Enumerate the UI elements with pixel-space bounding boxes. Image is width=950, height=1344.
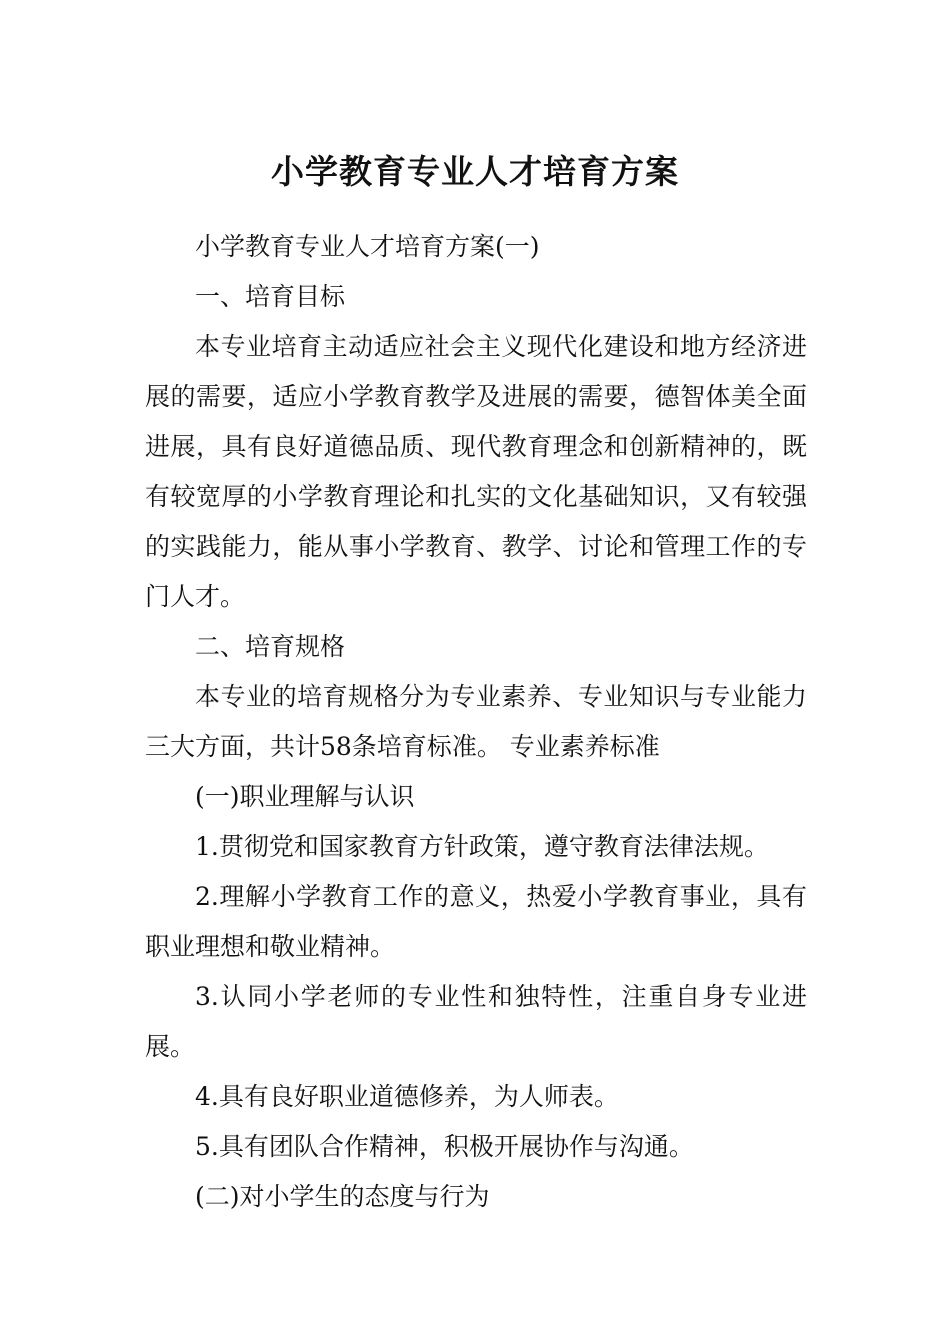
section-heading-goal: 一、培育目标 — [195, 282, 346, 311]
paragraph-subtitle: 小学教育专业人才培育方案(一) — [195, 232, 540, 261]
paragraph-spec: 本专业的培育规格分为专业素养、专业知识与专业能力三大方面，共计58条培育标准。 专业素养标准 — [145, 682, 807, 761]
list-item-3: 3.认同小学老师的专业性和独特性，注重自身专业进展。 — [145, 982, 807, 1061]
paragraph-goal: 本专业培育主动适应社会主义现代化建设和地方经济进展的需要，适应小学教育教学及进展的需要，德智体美全面进展，具有良好道德品质、现代教育理念和创新精神的，既有较宽厚的小学教育理论和扎实的文化基础知识，又有较强的实践能力，能从事小学教育、教学、讨论和管理工作的专门人才。 — [145, 332, 807, 611]
document-body — [145, 222, 807, 1222]
subsection-heading-1: (一)职业理解与认识 — [195, 782, 415, 811]
section-heading-spec: 二、培育规格 — [195, 632, 346, 661]
list-item-4: 4.具有良好职业道德修养，为人师表。 — [195, 1082, 619, 1111]
subsection-heading-2: (二)对小学生的态度与行为 — [195, 1182, 490, 1211]
list-item-2: 2.理解小学教育工作的意义，热爱小学教育事业，具有职业理想和敬业精神。 — [145, 882, 807, 961]
list-item-1: 1.贯彻党和国家教育方针政策，遵守教育法律法规。 — [195, 832, 769, 861]
list-item-5: 5.具有团队合作精神，积极开展协作与沟通。 — [195, 1132, 694, 1161]
document-title: 小学教育专业人才培育方案 — [271, 152, 679, 192]
